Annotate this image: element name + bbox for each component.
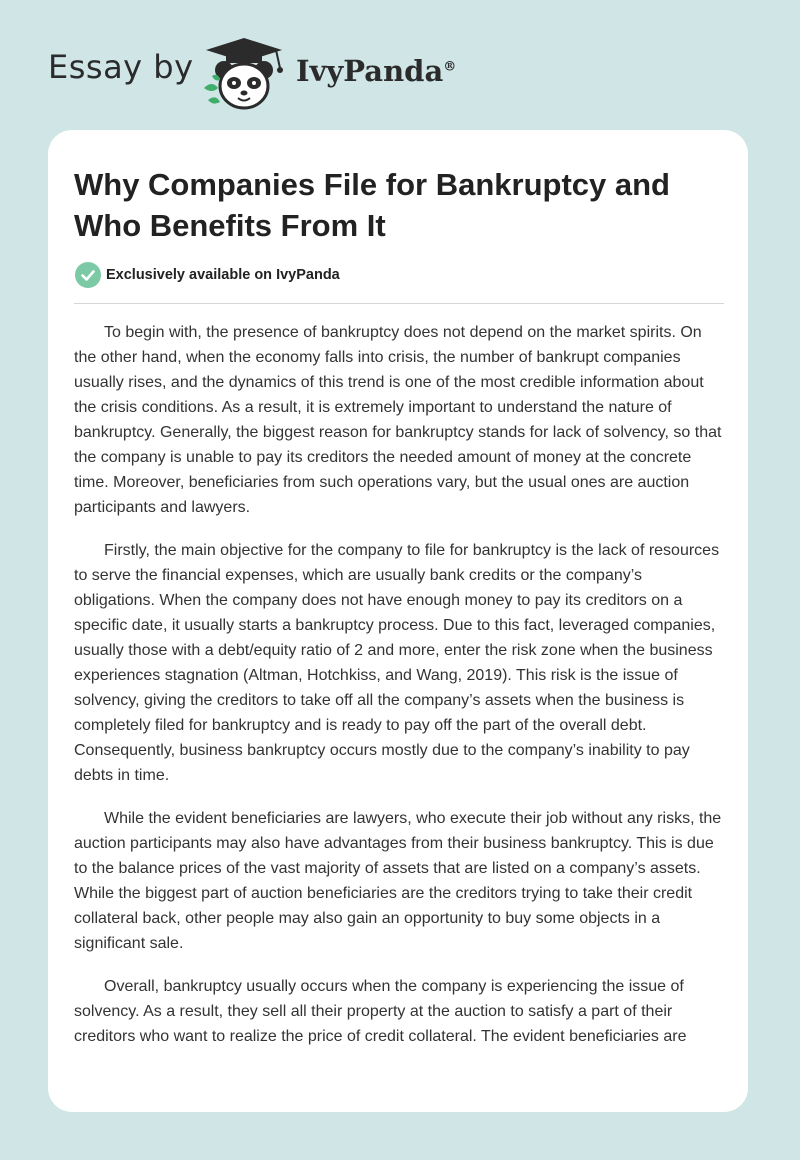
- paragraph: Overall, bankruptcy usually occurs when the company is experiencing the issue of solvency. As a result, they sell all their property at the auction to satisfy a part of their creditors who want to realize the price of credit collateral. The evident beneficiaries are: [74, 978, 687, 1045]
- brand-prefix: Essay by: [48, 48, 194, 86]
- paragraph: While the evident beneficiaries are lawyers, who execute their job without any risks, the auction participants may also have advantages from their business bankruptcy. This is due to the balance prices of the vast majority of assets that are listed on a company’s assets. While the biggest part of auction beneficiaries are the creditors trying to take their credit collateral back, other people may also gain an opportunity to buy some objects in a significant sale.: [74, 810, 722, 952]
- site-header: [0, 0, 800, 120]
- divider: [74, 303, 724, 304]
- checkmark-badge-icon: [75, 262, 101, 288]
- brand-name[interactable]: IvyPanda®: [296, 54, 457, 88]
- article-card: [48, 130, 748, 1112]
- article-title: Why Companies File for Bankruptcy and Who Benefits From It: [74, 167, 670, 243]
- ivypanda-panda-logo-icon[interactable]: [198, 36, 290, 112]
- paragraph: To begin with, the presence of bankruptcy does not depend on the market spirits. On the other hand, when the economy falls into crisis, the number of bankrupt companies usually rises, and the dynamics of this trend is one of the most credible information about the crisis conditions. As a result, it is extremely important to understand the nature of bankruptcy. Generally, the biggest reason for bankruptcy stands for lack of solvency, so that the company is unable to pay its creditors the needed amount of money at the concrete time. Moreover, beneficiaries from such operations vary, but the usual ones are auction participants and lawyers.: [74, 324, 722, 516]
- article-body: [74, 320, 724, 1067]
- exclusive-badge-label: Exclusively available on IvyPanda: [106, 267, 340, 283]
- paragraph: Firstly, the main objective for the company to file for bankruptcy is the lack of resources to serve the financial expenses, which are usually bank credits or the company’s obligations. When the company does not have enough money to pay its creditors on a specific date, it usually starts a bankruptcy process. Due to this fact, leveraged companies, usually those with a debt/equity ratio of 2 and more, enter the risk zone when the business experiences stagnation (Altman, Hotchkiss, and Wang, 2019). This risk is the issue of solvency, giving the creditors to take off all the company’s assets when the business is completely filed for bankruptcy and is ready to pay off the part of the overall debt. Consequently, business bankruptcy occurs mostly due to the company’s inability to pay debts in time.: [74, 542, 720, 784]
